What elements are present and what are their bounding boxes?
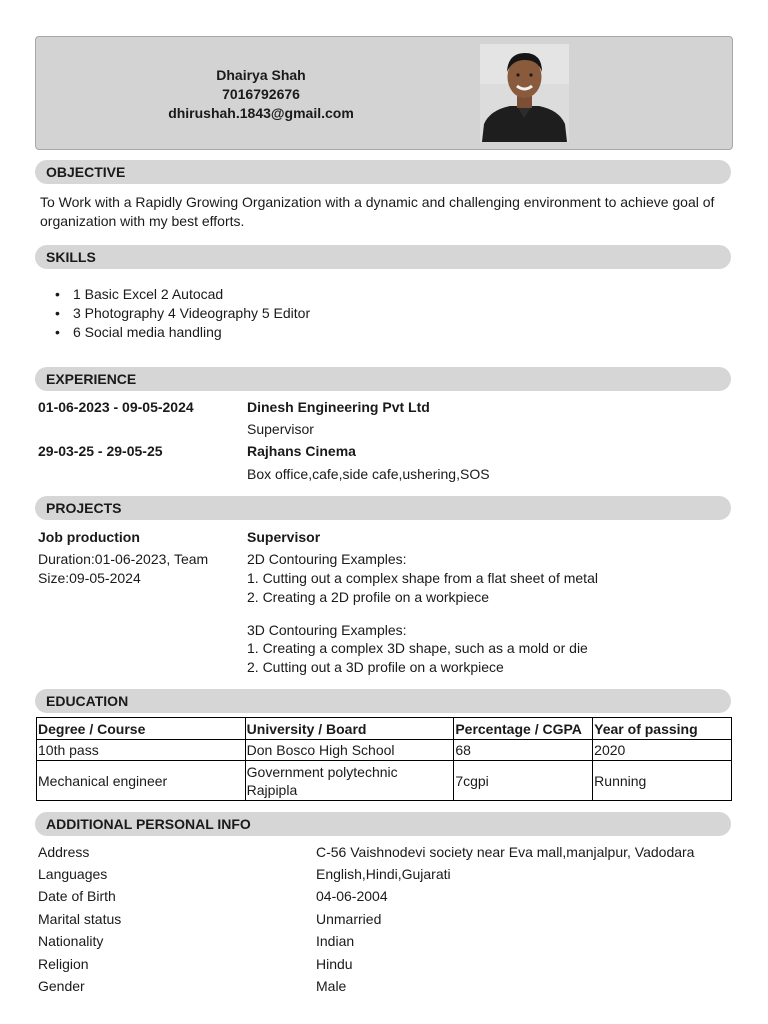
section-objective-heading: OBJECTIVE: [35, 160, 731, 184]
table-cell-year: Running: [593, 761, 732, 801]
candidate-email: dhirushah.1843@gmail.com: [168, 105, 354, 121]
table-cell-score: 68: [454, 740, 593, 761]
info-label: Religion: [38, 956, 89, 972]
project-duration: Duration:01-06-2023, Team: [38, 551, 209, 567]
skills-list: [55, 285, 310, 342]
candidate-phone: 7016792676: [222, 86, 300, 102]
table-cell-score: 7cgpi: [454, 761, 593, 801]
info-label: Address: [38, 844, 90, 860]
project-desc-line: 2D Contouring Examples:: [247, 551, 407, 567]
info-value: Unmarried: [316, 911, 382, 927]
table-header-cell: Percentage / CGPA: [454, 718, 593, 740]
info-value: C-56 Vaishnodevi society near Eva mall,manjalpur, Vadodara: [316, 844, 695, 860]
table-row: [37, 740, 732, 761]
project-desc-line: 1. Cutting out a complex shape from a flat sheet of metal: [247, 570, 598, 586]
info-label: Languages: [38, 866, 108, 882]
skill-item: • 6 Social media handling: [55, 323, 310, 342]
section-skills-heading: SKILLS: [35, 245, 731, 269]
table-header-cell: University / Board: [245, 718, 454, 740]
section-personal-heading: ADDITIONAL PERSONAL INFO: [35, 812, 731, 836]
info-value: English,Hindi,Gujarati: [316, 866, 451, 882]
experience-company: Dinesh Engineering Pvt Ltd: [247, 399, 430, 415]
experience-role: Box office,cafe,side cafe,ushering,SOS: [247, 466, 490, 482]
info-value: Indian: [316, 933, 355, 949]
experience-role: Supervisor: [247, 421, 314, 437]
project-desc-line: 1. Creating a complex 3D shape, such as a mold or die: [247, 640, 588, 656]
project-desc-line: 2. Creating a 2D profile on a workpiece: [247, 589, 490, 605]
profile-photo: [480, 44, 569, 142]
info-label: Marital status: [38, 911, 122, 927]
experience-dates: 01-06-2023 - 09-05-2024: [38, 399, 194, 415]
skill-item: • 1 Basic Excel 2 Autocad: [55, 285, 310, 304]
table-cell-year: 2020: [593, 740, 732, 761]
table-cell-board: [245, 761, 454, 801]
contact-block: [161, 66, 361, 123]
section-projects-heading: PROJECTS: [35, 496, 731, 520]
project-role: Supervisor: [247, 529, 321, 545]
info-value: Hindu: [316, 956, 353, 972]
project-title: Job production: [38, 529, 140, 545]
info-value: Male: [316, 978, 347, 994]
resume-header: [35, 36, 733, 150]
table-header-cell: Year of passing: [593, 718, 732, 740]
candidate-name: Dhairya Shah: [216, 67, 306, 83]
table-row: [37, 761, 732, 801]
table-header-row: [37, 718, 732, 740]
info-value: 04-06-2004: [316, 888, 388, 904]
table-cell-degree: 10th pass: [37, 740, 246, 761]
section-education-heading: EDUCATION: [35, 689, 731, 713]
info-label: Nationality: [38, 933, 104, 949]
info-label: Gender: [38, 978, 85, 994]
section-experience-heading: EXPERIENCE: [35, 367, 731, 391]
project-duration: Size:09-05-2024: [38, 570, 141, 586]
objective-text: To Work with a Rapidly Growing Organization with a dynamic and challenging environment to achieve goal of organization with my best efforts.: [40, 194, 715, 229]
table-cell-board: Don Bosco High School: [245, 740, 454, 761]
info-label: Date of Birth: [38, 888, 116, 904]
skill-item: • 3 Photography 4 Videography 5 Editor: [55, 304, 310, 323]
table-cell-board-line: Rajpipla: [246, 781, 298, 798]
table-cell-board-line: Government polytechnic: [246, 763, 398, 780]
table-cell-degree: Mechanical engineer: [37, 761, 246, 801]
experience-company: Rajhans Cinema: [247, 443, 356, 459]
project-desc-line: 3D Contouring Examples:: [247, 622, 407, 638]
profile-photo-image: [480, 44, 569, 142]
table-header-cell: Degree / Course: [37, 718, 246, 740]
education-table: [36, 717, 732, 801]
project-desc-line: 2. Cutting out a 3D profile on a workpiece: [247, 659, 504, 675]
experience-dates: 29-03-25 - 29-05-25: [38, 443, 163, 459]
